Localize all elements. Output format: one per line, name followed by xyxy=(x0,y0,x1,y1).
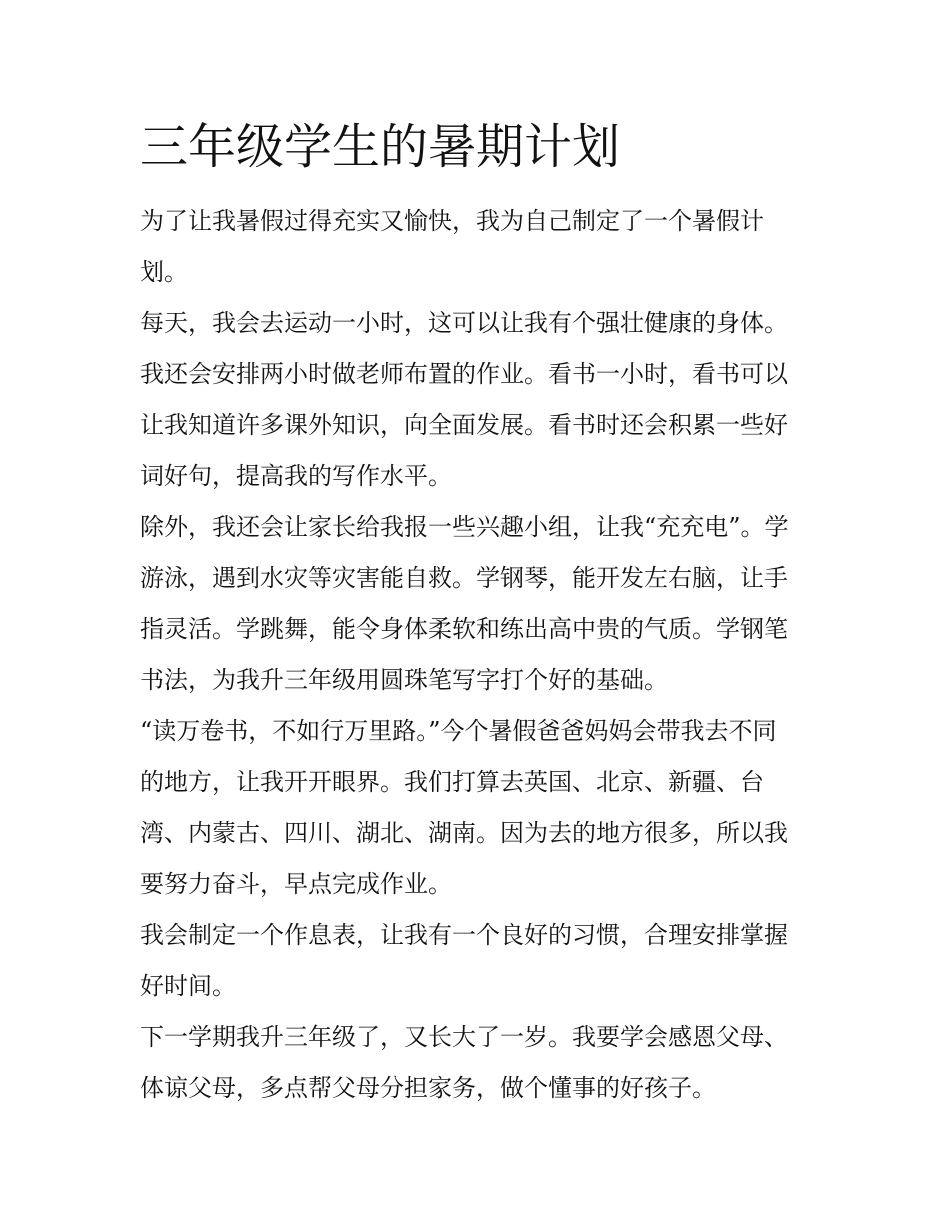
paragraph-line: 好时间。 xyxy=(140,972,236,1000)
paragraph-3 xyxy=(140,502,820,706)
paragraph-2 xyxy=(140,298,820,502)
paragraph-1 xyxy=(140,196,820,298)
paragraph-5 xyxy=(140,910,820,1012)
paragraph-line: 指灵活。学跳舞，能令身体柔软和练出高中贵的气质。学钢笔 xyxy=(140,615,788,643)
paragraph-line: 湾、内蒙古、四川、湖北、湖南。因为去的地方很多，所以我 xyxy=(140,819,788,847)
paragraph-line: 的地方，让我开开眼界。我们打算去英国、北京、新疆、台 xyxy=(140,768,764,796)
paragraph-line: 下一学期我升三年级了，又长大了一岁。我要学会感恩父母、 xyxy=(140,1023,788,1051)
paragraph-line: 书法，为我升三年级用圆珠笔写字打个好的基础。 xyxy=(140,666,668,694)
paragraph-line: 除外，我还会让家长给我报一些兴趣小组，让我“充充电”。学 xyxy=(140,513,789,541)
paragraph-line: 词好句，提高我的写作水平。 xyxy=(140,462,452,490)
paragraph-line: 让我知道许多课外知识，向全面发展。看书时还会积累一些好 xyxy=(140,411,788,439)
paragraph-6 xyxy=(140,1012,820,1114)
paragraph-line: 体谅父母，多点帮父母分担家务，做个懂事的好孩子。 xyxy=(140,1074,716,1102)
document-title: 三年级学生的暑期计划 xyxy=(140,119,621,175)
paragraph-line: 划。 xyxy=(140,258,188,286)
paragraph-4 xyxy=(140,706,820,910)
paragraph-line: 我还会安排两小时做老师布置的作业。看书一小时，看书可以 xyxy=(140,360,788,388)
paragraph-line: 每天，我会去运动一小时，这可以让我有个强壮健康的身体。 xyxy=(140,309,788,337)
paragraph-line: 要努力奋斗，早点完成作业。 xyxy=(140,870,452,898)
paragraph-line: 游泳，遇到水灾等灾害能自救。学钢琴，能开发左右脑，让手 xyxy=(140,564,788,592)
paragraph-line: 为了让我暑假过得充实又愉快，我为自己制定了一个暑假计 xyxy=(140,207,764,235)
paragraph-line: “读万卷书，不如行万里路。”今个暑假爸爸妈妈会带我去不同 xyxy=(140,717,777,745)
document-body xyxy=(140,196,820,1114)
paragraph-line: 我会制定一个作息表，让我有一个良好的习惯，合理安排掌握 xyxy=(140,921,788,949)
